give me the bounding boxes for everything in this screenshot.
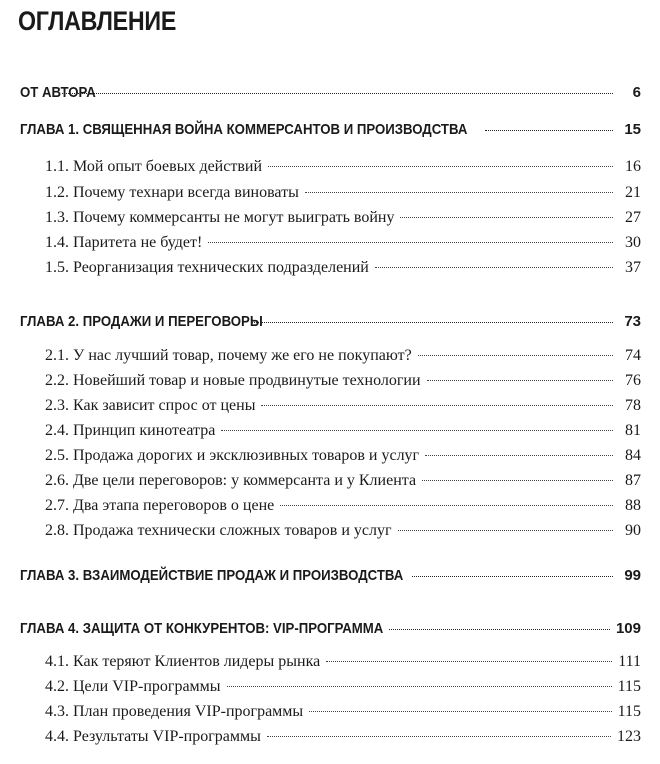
toc-page-number: 16 (625, 158, 641, 175)
toc-page-number: 78 (625, 397, 641, 414)
dot-leader (221, 430, 613, 431)
toc-section-entry[interactable] (0, 347, 660, 369)
toc-page-number: 109 (615, 620, 641, 637)
toc-chapter-entry[interactable] (0, 567, 660, 589)
toc-section-entry[interactable] (0, 728, 660, 750)
toc-entry-title: 2.5. Продажа дорогих и эксклюзивных товаров и услуг (45, 447, 420, 464)
dot-leader (227, 686, 612, 687)
dot-leader (418, 355, 613, 356)
toc-page-number: 99 (624, 567, 641, 584)
toc-section-entry[interactable] (0, 372, 660, 394)
dot-leader (261, 405, 613, 406)
toc-page-number: 115 (617, 678, 641, 695)
toc-section-entry[interactable] (0, 184, 660, 206)
toc-page-number: 76 (625, 372, 641, 389)
toc-entry-title: 2.3. Как зависит спрос от цены (45, 397, 256, 414)
dot-leader (62, 93, 613, 94)
toc-entry-title: 1.4. Паритета не будет! (45, 234, 203, 251)
dot-leader (208, 242, 613, 243)
toc-entry-title: 4.1. Как теряют Клиентов лидеры рынка (45, 653, 321, 670)
toc-page-number: 115 (617, 703, 641, 720)
toc-section-entry[interactable] (0, 472, 660, 494)
toc-page-number: 21 (625, 184, 641, 201)
dot-leader (252, 322, 613, 323)
toc-chapter-entry[interactable] (0, 84, 660, 106)
toc-entry-title: 2.6. Две цели переговоров: у коммерсанта и у Клиента (45, 472, 417, 489)
toc-entry-title: 2.4. Принцип кинотеатра (45, 422, 216, 439)
toc-section-entry[interactable] (0, 497, 660, 519)
toc-page-number: 74 (625, 347, 641, 364)
toc-entry-title: ГЛАВА 1. СВЯЩЕННАЯ ВОЙНА КОММЕРСАНТОВ И ПРОИЗВОДСТВА (20, 121, 468, 138)
toc-entry-title: ГЛАВА 2. ПРОДАЖИ И ПЕРЕГОВОРЫ (20, 313, 263, 330)
toc-section-entry[interactable] (0, 653, 660, 675)
toc-entry-title: 4.4. Результаты VIP-программы (45, 728, 261, 745)
dot-leader (422, 480, 613, 481)
dot-leader (412, 576, 613, 577)
toc-page-number: 111 (618, 653, 641, 670)
toc-chapter-entry[interactable] (0, 620, 660, 642)
toc-entry-title: 4.2. Цели VIP-программы (45, 678, 221, 695)
toc-section-entry[interactable] (0, 158, 660, 180)
toc-section-entry[interactable] (0, 209, 660, 231)
toc-page-number: 90 (625, 522, 641, 539)
dot-leader (267, 736, 611, 737)
toc-section-entry[interactable] (0, 703, 660, 725)
toc-section-entry[interactable] (0, 447, 660, 469)
toc-section-entry[interactable] (0, 422, 660, 444)
toc-page-number: 30 (625, 234, 641, 251)
dot-leader (398, 530, 613, 531)
toc-entry-title: ГЛАВА 4. ЗАЩИТА ОТ КОНКУРЕНТОВ: VIP-ПРОГРАММА (20, 620, 384, 637)
toc-section-entry[interactable] (0, 397, 660, 419)
dot-leader (427, 380, 613, 381)
toc-section-entry[interactable] (0, 678, 660, 700)
toc-page-number: 81 (625, 422, 641, 439)
toc-page-number: 88 (625, 497, 641, 514)
dot-leader (326, 661, 612, 662)
toc-entry-title: 2.7. Два этапа переговоров о цене (45, 497, 275, 514)
toc-section-entry[interactable] (0, 234, 660, 256)
dot-leader (389, 629, 610, 630)
toc-entry-title: 1.2. Почему технари всегда виноваты (45, 184, 299, 201)
dot-leader (268, 166, 613, 167)
toc-entry-title: 1.5. Реорганизация технических подразделений (45, 259, 369, 276)
toc-page-number: 37 (625, 259, 641, 276)
dot-leader (425, 455, 613, 456)
toc-page-number: 6 (632, 84, 641, 101)
dot-leader (485, 130, 613, 131)
toc-chapter-entry[interactable] (0, 313, 660, 335)
toc-page-number: 84 (625, 447, 641, 464)
toc-entry-title: ОТ АВТОРА (20, 84, 96, 101)
toc-section-entry[interactable] (0, 259, 660, 281)
toc-chapter-entry[interactable] (0, 121, 660, 143)
toc-page-number: 87 (625, 472, 641, 489)
toc-entry-title: ГЛАВА 3. ВЗАИМОДЕЙСТВИЕ ПРОДАЖ И ПРОИЗВОДСТВА (20, 567, 404, 584)
toc-entry-title: 4.3. План проведения VIP-программы (45, 703, 304, 720)
toc-page-number: 123 (617, 728, 641, 745)
toc-entry-title: 1.3. Почему коммерсанты не могут выиграть войну (45, 209, 395, 226)
toc-page-number: 27 (625, 209, 641, 226)
toc-entry-title: 2.8. Продажа технически сложных товаров и услуг (45, 522, 392, 539)
toc-entry-title: 1.1. Мой опыт боевых действий (45, 158, 263, 175)
dot-leader (309, 711, 611, 712)
toc-page-number: 15 (624, 121, 641, 138)
toc-section-entry[interactable] (0, 522, 660, 544)
toc-entry-title: 2.2. Новейший товар и новые продвинутые технологии (45, 372, 421, 389)
toc-entry-title: 2.1. У нас лучший товар, почему же его не покупают? (45, 347, 412, 364)
dot-leader (305, 192, 613, 193)
dot-leader (400, 217, 613, 218)
dot-leader (375, 267, 613, 268)
dot-leader (280, 505, 613, 506)
toc-page-number: 73 (624, 313, 641, 330)
page-title: ОГЛАВЛЕНИЕ (18, 6, 177, 36)
